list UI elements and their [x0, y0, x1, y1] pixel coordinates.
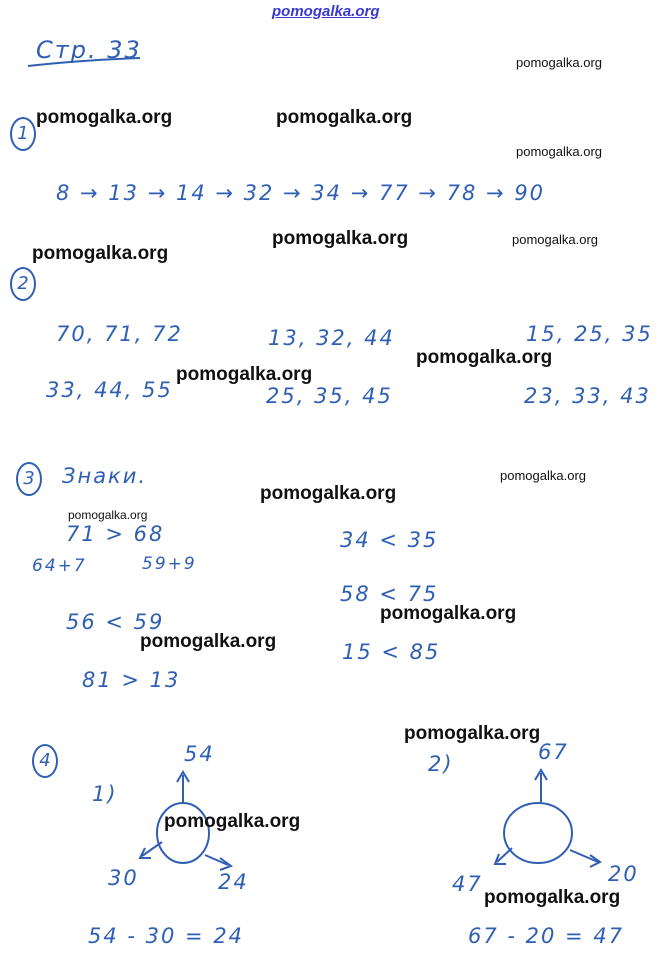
- task2-row2-col2: 25, 35, 45: [266, 384, 393, 408]
- task3-left-4: 56 < 59: [66, 610, 165, 634]
- watermark: pomogalka.org: [164, 811, 301, 832]
- watermark: pomogalka.org: [500, 468, 586, 483]
- task1-sequence: 8 → 13 → 14 → 32 → 34 → 77 → 78 → 90: [56, 181, 546, 205]
- task4-part1-top: 54: [184, 742, 215, 766]
- task2-row1-col3: 15, 25, 35: [526, 322, 653, 346]
- task3-right-3: 15 < 85: [342, 640, 441, 664]
- watermark: pomogalka.org: [276, 107, 413, 128]
- watermark: pomogalka.org: [516, 144, 602, 159]
- task3-right-2: 58 < 75: [340, 582, 439, 606]
- watermark: pomogalka.org: [272, 228, 409, 249]
- task4-part2-top: 67: [538, 740, 569, 764]
- task4-part2-equation: 67 - 20 = 47: [468, 924, 625, 948]
- diagram2-arrow-right: [570, 850, 598, 862]
- watermark: pomogalka.org: [404, 723, 541, 744]
- watermark-top[interactable]: pomogalka.org: [272, 3, 380, 20]
- task4-part1-label: 1): [92, 782, 118, 806]
- watermark: pomogalka.org: [68, 508, 148, 522]
- task2-row2-col1: 33, 44, 55: [46, 378, 173, 402]
- task4-part2-label: 2): [428, 752, 454, 776]
- diagram2-circle: [504, 803, 572, 863]
- task3-right-1: 34 < 35: [340, 528, 439, 552]
- task2-number: 2: [10, 267, 36, 301]
- watermark: pomogalka.org: [416, 347, 553, 368]
- watermark: pomogalka.org: [36, 107, 173, 128]
- watermark: pomogalka.org: [140, 631, 277, 652]
- task1-number: 1: [10, 117, 36, 151]
- task3-left-2: 64+7: [32, 556, 87, 576]
- task4-number: 4: [32, 744, 58, 778]
- watermark: pomogalka.org: [512, 232, 598, 247]
- watermark: pomogalka.org: [260, 483, 397, 504]
- page-header: Стр. 33: [36, 36, 142, 64]
- task2-row1-col2: 13, 32, 44: [268, 326, 395, 350]
- task3-left-3: 59+9: [142, 554, 197, 574]
- task4-part1-right: 24: [218, 870, 249, 894]
- task2-row2-col3: 23, 33, 43: [524, 384, 651, 408]
- task3-left-1: 71 > 68: [66, 522, 165, 546]
- watermark: pomogalka.org: [32, 243, 169, 264]
- task2-row1-col1: 70, 71, 72: [56, 322, 183, 346]
- task3-left-5: 81 > 13: [82, 668, 181, 692]
- watermark: pomogalka.org: [484, 887, 621, 908]
- watermark: pomogalka.org: [516, 55, 602, 70]
- diagram1-arrow-right: [205, 855, 228, 865]
- watermark: pomogalka.org: [176, 364, 313, 385]
- task3-number: 3: [16, 462, 42, 496]
- task4-part2-left: 47: [452, 872, 483, 896]
- task3-title: Знаки.: [62, 464, 148, 488]
- watermark: pomogalka.org: [380, 603, 517, 624]
- task4-part2-right: 20: [608, 862, 639, 886]
- task4-part1-equation: 54 - 30 = 24: [88, 924, 245, 948]
- task4-part1-left: 30: [108, 866, 139, 890]
